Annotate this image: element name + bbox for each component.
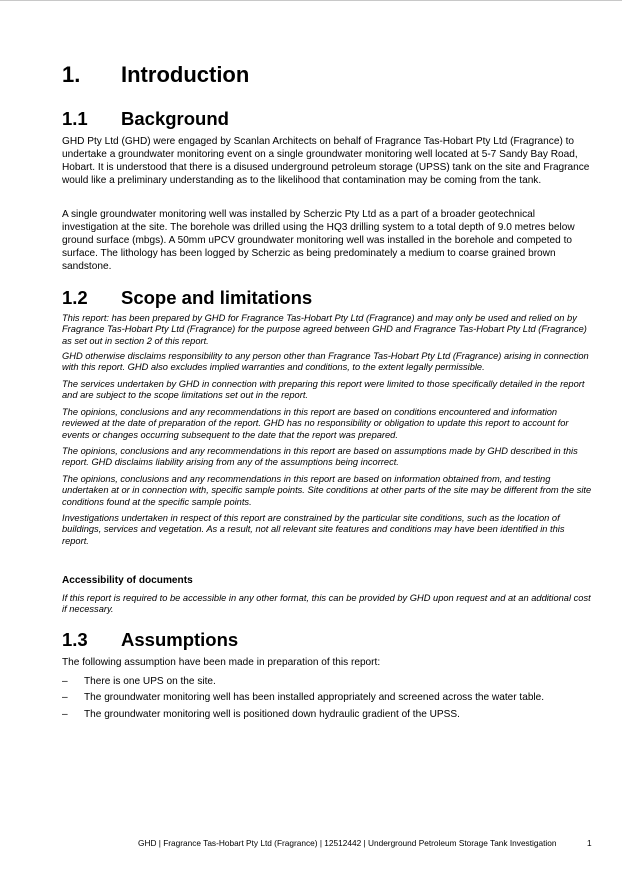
bullet-dash: – [62,676,68,687]
section-number: 1. [62,62,81,87]
assumptions-number: 1.3 [62,629,88,650]
scope-number: 1.2 [62,287,88,308]
background-number: 1.1 [62,108,88,129]
scope-paragraph-7: Investigations undertaken in respect of this report are constrained by the particular site conditions, such as the location of buildings, services and vegetation. As a result, not all relevant site features and conditions may have been identified in this report. [62,513,565,546]
scope-paragraph-6: The opinions, conclusions and any recommendations in this report are based on information obtained from, and testing undertaken at or in connection with, specific sample points. Site conditions at other parts of the site may be different from the site conditions found at the specific sample points. [62,474,592,507]
section-heading [62,62,249,88]
scope-heading [62,287,312,309]
page-footer: GHD | Fragrance Tas-Hobart Pty Ltd (Fragrance) | 12512442 | Underground Petroleum Storage Tank Investigation [138,838,557,848]
assumptions-intro: The following assumption have been made in preparation of this report: [62,657,381,668]
scope-paragraph-1: This report: has been prepared by GHD for Fragrance Tas-Hobart Pty Ltd (Fragrance) and may only be used and relied on by Fragrance Tas-Hobart Pty Ltd (Fragrance) for the purpose agreed between GHD and Fragrance Tas-Hobart Pty Ltd (Fragrance) as set out in section 2 of this report. [62,313,587,346]
bullet-dash: – [62,709,68,720]
background-heading [62,108,229,130]
background-paragraph-1: GHD Pty Ltd (GHD) were engaged by Scanlan Architects on behalf of Fragrance Tas-Hobart Pty Ltd (Fragrance) to undertake a groundwater monitoring event on a single groundwater monitoring well located at 5-7 Sandy Bay Road, Hobart. It is understood that there is a disused underground petroleum storage (UPSS) tank on the site and Fragrance would like a preliminary understanding as to the likelihood that contamination may be coming from the tank. [62,136,590,187]
scope-paragraph-3: The services undertaken by GHD in connection with preparing this report were limited to those specifically detailed in the report and are subject to the scope limitations set out in the report. [62,379,585,401]
scope-paragraph-4: The opinions, conclusions and any recommendations in this report are based on conditions encountered and information reviewed at the date of preparation of the report. GHD has no responsibility or obligation to update this report to account for events or changes occurring subsequent to the date that the report was prepared. [62,407,569,440]
background-title: Background [121,108,229,129]
assumptions-heading [62,629,238,651]
page-number: 1 [587,838,592,848]
list-item: – The groundwater monitoring well has been installed appropriately and screened across the water table. [62,692,545,703]
bullet-dash: – [62,692,68,703]
accessibility-text: If this report is required to be accessible in any other format, this can be provided by GHD upon request and at an additional cost if necessary. [62,593,591,615]
list-item: – The groundwater monitoring well is positioned down hydraulic gradient of the UPSS. [62,709,460,720]
background-paragraph-2: A single groundwater monitoring well was installed by Scherzic Pty Ltd as a part of a broader geotechnical investigation at the site. The borehole was drilled using the HQ3 drilling system to a total depth of 9.0 metres below ground surface (mbgs). A 50mm uPCV groundwater monitoring well was installed in the borehole and competed to surface. The lithology has been logged by Scherzic as being predominately a medium to coarse grained brown sandstone. [62,209,575,273]
scope-paragraph-2: GHD otherwise disclaims responsibility to any person other than Fragrance Tas-Hobart Pty Ltd (Fragrance) arising in connection with this report. GHD also excludes implied warranties and conditions, to the extent legally permissible. [62,351,589,373]
page-top-border [0,0,622,1]
accessibility-heading: Accessibility of documents [62,575,193,586]
section-title: Introduction [121,62,250,87]
list-item: – There is one UPS on the site. [62,676,216,687]
scope-paragraph-5: The opinions, conclusions and any recommendations in this report are based on assumptions made by GHD described in this report. GHD disclaims liability arising from any of the assumptions being incorrect. [62,446,578,468]
scope-title: Scope and limitations [121,287,313,308]
assumptions-title: Assumptions [121,629,239,650]
